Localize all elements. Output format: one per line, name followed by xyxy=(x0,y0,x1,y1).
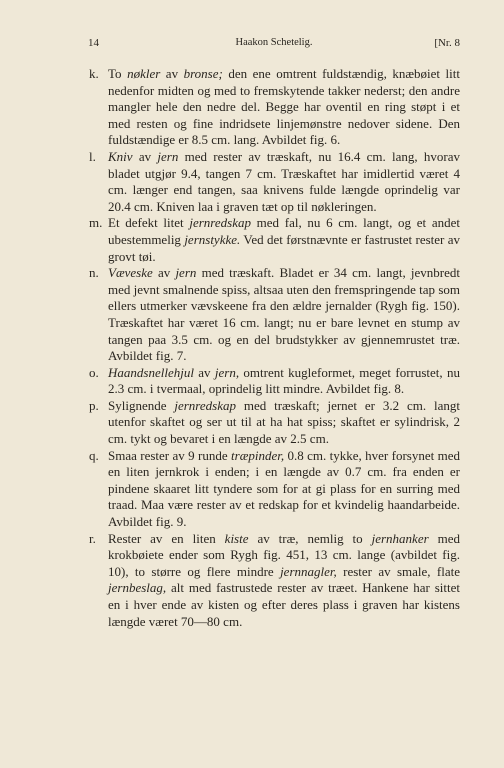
italic-term: jernnagler, xyxy=(280,563,337,579)
text-run: alt med fastrustede rester av træet. Hankene har sittet en i hver ende av kisten og efter deres plass i graven har kistens længde været 70—80 cm. xyxy=(108,580,460,629)
text-run: omtrent kugleformet, meget forrustet, nu 2.3 cm. i tvermaal, oprindelig litt mindre. Avbildet fig. 8. xyxy=(108,364,460,397)
italic-term: nøkler xyxy=(127,66,161,81)
text-run: den ene omtrent fuldstændig, knæbøiet litt nedenfor midten og med to fremskytende takker nederst; den andre mangler hele den nedre del. Begge har oventil en ring støpt i et med resten og fine indridsete linjemønstre nedover sidene. Den fuldstændige er 8.5 cm. lang. Avbildet fig. 6. xyxy=(108,66,460,148)
running-head xyxy=(88,37,460,53)
italic-term: jern, xyxy=(214,364,240,380)
italic-term: jernhanker xyxy=(371,530,429,546)
text-run: av xyxy=(152,265,176,281)
entry-text xyxy=(108,365,460,398)
text-run: Smaa rester av 9 runde xyxy=(108,447,232,463)
italic-term: jernredskap xyxy=(174,397,236,413)
catalogue-entry xyxy=(89,364,460,398)
text-run: Et defekt litet xyxy=(108,215,190,231)
italic-term: jern xyxy=(175,265,197,281)
catalogue-entry xyxy=(89,397,460,448)
text-run: av xyxy=(132,148,158,164)
entry-text xyxy=(108,149,460,215)
entry-letter: r. xyxy=(89,530,96,546)
entry-text xyxy=(108,66,460,149)
text-run: med rester av træskaft, nu 16.4 cm. lang, hvorav bladet utgjør 9.4, tangen 7 cm. Træskaftet har imidlertid været 4 cm. længer end tangen, saa knivens fulde længde oprindelig var 20.4 cm. Kniven laa i graven tæt op til nøkleringen. xyxy=(108,148,460,214)
catalogue-entry xyxy=(89,447,461,531)
italic-term: bronse; xyxy=(183,66,223,81)
entry-text xyxy=(108,448,460,531)
text-run: av xyxy=(160,66,184,81)
text-run: med træskaft; jernet er 3.2 cm. langt utenfor skaftet og ser ut til at ha hat spiss; skaftet er sylindrisk, 2 cm. tykt og bevaret i en længde av 2.5 cm. xyxy=(108,397,460,447)
entry-letter: p. xyxy=(89,397,99,413)
text-run: 0.8 cm. tykke, hver forsynet med en liten jernkrok i enden; i en længde av 0.7 cm. fra enden er pindene skaaret litt tyndere som for at gi plass for en surring med traad. Maa være rester av et redskap for et kvindelig haandarbeide. Avbildet fig. 9. xyxy=(108,447,461,530)
text-run: med træskaft. Bladet er 34 cm. langt, jevnbredt med jevnt smalnende spiss, altsaa uten den fremspringende tap som ellers utmerker vævskeene fra den ældre jernalder (Rygh fig. 150). Træskaftet har været 16 cm. langt; nu er bare levnet en stump av tangen paa 3.5 cm. og en del brudstykker av gjennemrustet træ. Avbildet fig. 7. xyxy=(108,265,460,364)
entry-text xyxy=(108,398,460,448)
text-run: rester av smale, flate xyxy=(336,563,460,579)
running-title: Haakon Schetelig. xyxy=(235,37,313,48)
text-run: Sylignende xyxy=(108,397,175,413)
entry-letter: q. xyxy=(89,447,99,463)
text-run: med fal, nu 6 cm. langt, og et andet ubestemmelig xyxy=(108,215,460,247)
catalogue-entry xyxy=(89,530,460,631)
catalogue-entry xyxy=(89,215,460,265)
text-run: av træ, nemlig to xyxy=(248,530,372,546)
catalogue-entry xyxy=(89,265,460,365)
catalogue-entry xyxy=(89,66,460,149)
entry-text xyxy=(108,215,460,265)
entry-letter: l. xyxy=(89,148,96,164)
entry-letter: n. xyxy=(89,265,99,281)
entry-letter: k. xyxy=(89,66,99,81)
text-run: med krokbøiete ender som Rygh fig. 451, 13 cm. lange (avbildet fig. 10), to større og flere mindre xyxy=(108,530,460,579)
italic-term: jernstykke. xyxy=(184,231,241,247)
entry-letter: m. xyxy=(89,215,103,231)
text-run: av xyxy=(193,364,215,380)
italic-term: Haandsnellehjul xyxy=(108,364,194,380)
entry-text xyxy=(108,265,460,365)
italic-term: Kniv xyxy=(108,148,133,164)
text-run: To xyxy=(108,66,128,81)
italic-term: Væveske xyxy=(108,265,153,281)
entry-text xyxy=(108,531,460,631)
italic-term: kiste xyxy=(224,530,249,546)
italic-term: jern xyxy=(157,148,179,164)
entry-letter: o. xyxy=(89,364,99,380)
catalogue-entry xyxy=(89,148,460,215)
catalogue-entries xyxy=(89,66,461,630)
text-run: Ved det førstnævnte er fastrustet rester av grovt tøi. xyxy=(108,231,460,264)
italic-term: jernbeslag, xyxy=(108,580,167,596)
page-number: 14 xyxy=(88,37,99,49)
italic-term: jernredskap xyxy=(189,215,251,231)
text-run: Rester av en liten xyxy=(108,530,225,546)
series-number: [Nr. 8 xyxy=(434,37,460,49)
italic-term: træpinder, xyxy=(231,447,285,463)
